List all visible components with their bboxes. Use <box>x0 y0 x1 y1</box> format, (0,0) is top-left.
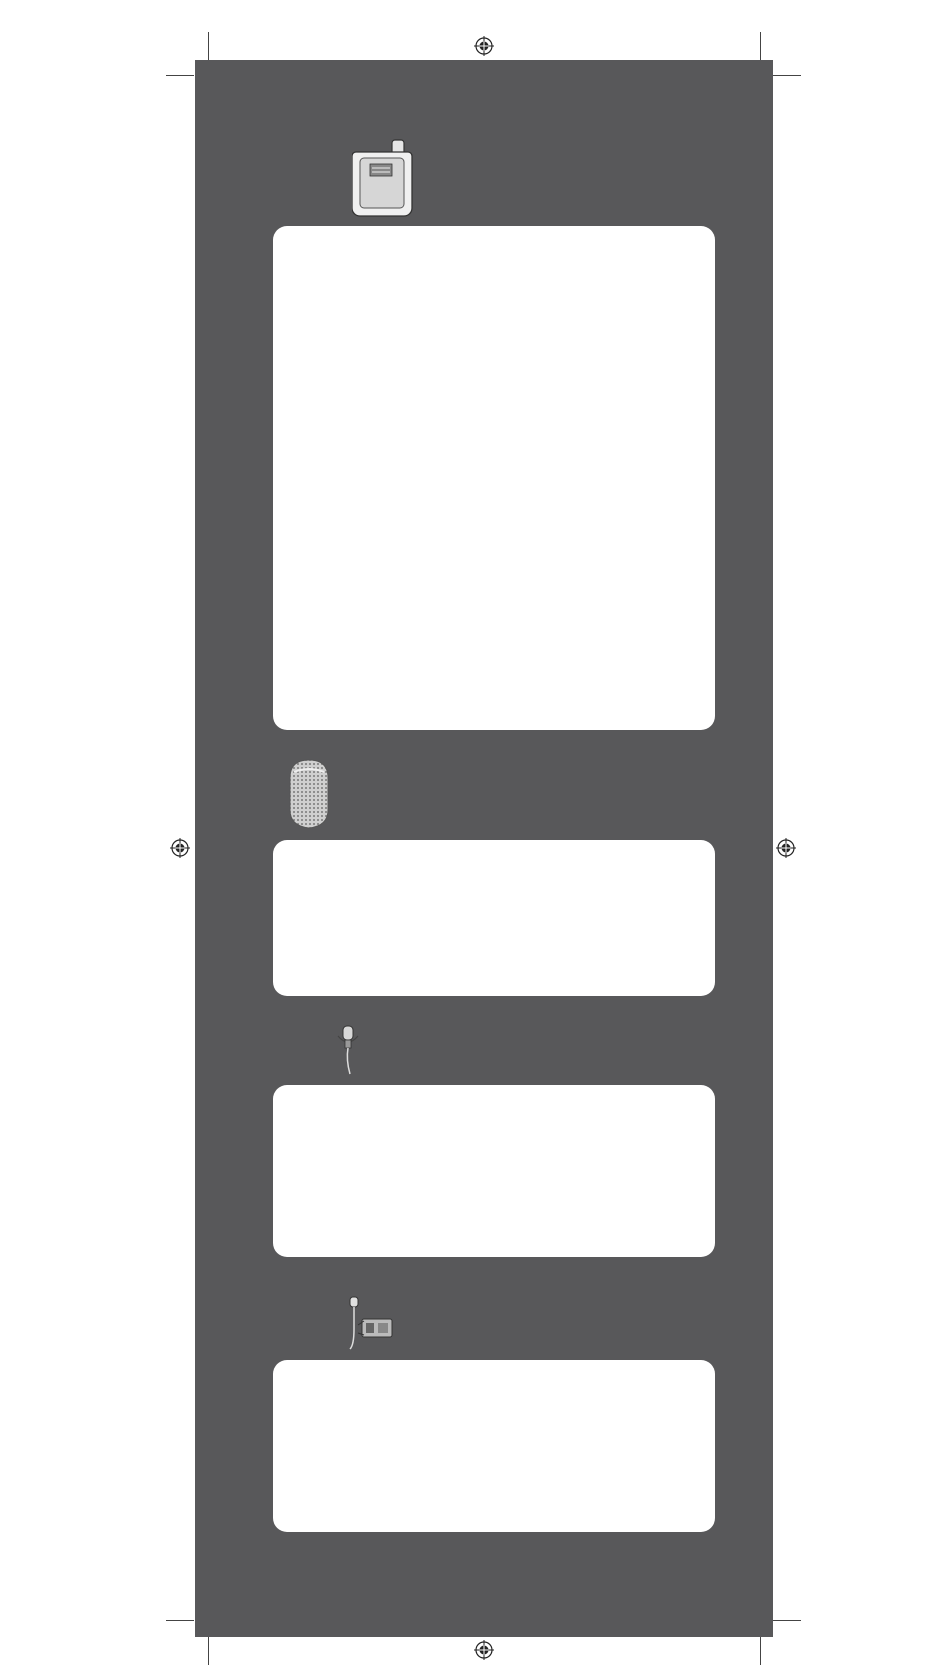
registration-mark-icon <box>170 838 190 858</box>
microphone-head-icon <box>284 758 334 830</box>
transmitter-spec-card <box>273 226 715 730</box>
instrument-clip-microphone-icon <box>346 1295 398 1351</box>
clip-mic-spec-card <box>273 1360 715 1532</box>
lavalier-microphone-icon <box>334 1024 364 1076</box>
crop-mark <box>208 32 209 60</box>
bodypack-transmitter-icon <box>352 138 416 218</box>
crop-mark <box>773 75 801 76</box>
crop-mark <box>760 32 761 60</box>
registration-mark-icon <box>776 838 796 858</box>
crop-mark <box>773 1620 801 1621</box>
crop-mark <box>166 75 194 76</box>
crop-mark <box>760 1637 761 1665</box>
dynamic-mic-spec-card <box>273 840 715 996</box>
crop-mark <box>208 1637 209 1665</box>
registration-mark-icon <box>474 36 494 56</box>
lavalier-mic-spec-card <box>273 1085 715 1257</box>
crop-mark <box>166 1620 194 1621</box>
registration-mark-icon <box>474 1640 494 1660</box>
